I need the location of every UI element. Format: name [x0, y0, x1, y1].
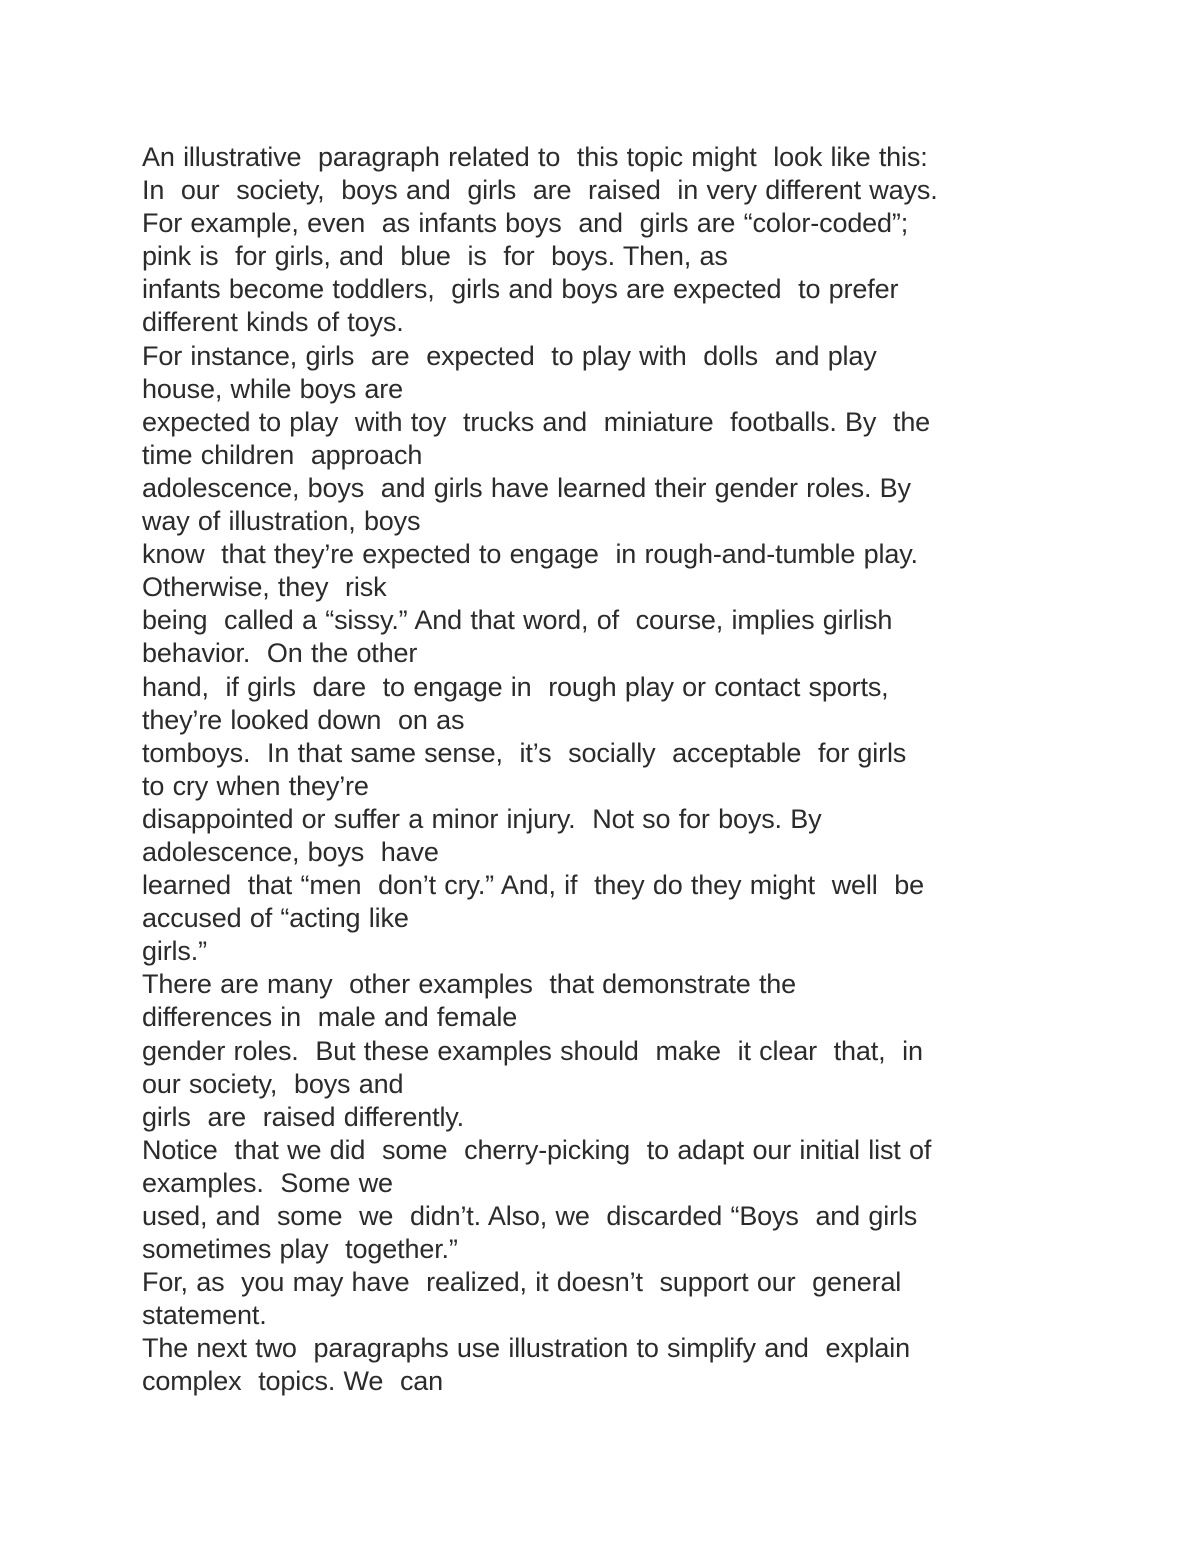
text-line: disappointed or suffer a minor injury. Not so for boys. By	[142, 803, 822, 834]
text-line: For instance, girls are expected to play with dolls and play	[142, 340, 877, 371]
text-line: differences in male and female	[142, 1002, 518, 1033]
text-line: house, while boys are	[142, 373, 404, 404]
text-line: gender roles. But these examples should make it clear that, in	[142, 1035, 923, 1066]
text-line: infants become toddlers, girls and boys are expected to prefer	[142, 274, 899, 305]
text-line: sometimes play together.”	[142, 1234, 458, 1265]
text-line: For example, even as infants boys and girls are “color-coded”;	[142, 208, 909, 239]
text-line: to cry when they’re	[142, 770, 369, 801]
text-line: complex topics. We can	[142, 1366, 444, 1397]
text-line: they’re looked down on as	[142, 704, 465, 735]
text-line: adolescence, boys have	[142, 836, 439, 867]
text-line: learned that “men don’t cry.” And, if they do they might well be	[142, 870, 925, 901]
text-line: time children approach	[142, 439, 423, 470]
text-line: different kinds of toys.	[142, 307, 404, 338]
text-line: Otherwise, they risk	[142, 572, 387, 603]
text-line: statement.	[142, 1300, 267, 1331]
text-line: adolescence, boys and girls have learned their gender roles. By	[142, 472, 911, 503]
text-line: pink is for girls, and blue is for boys. Then, as	[142, 241, 728, 272]
text-line: girls.”	[142, 936, 207, 967]
text-line: hand, if girls dare to engage in rough play or contact sports,	[142, 671, 889, 702]
text-line: expected to play with toy trucks and miniature footballs. By the	[142, 406, 931, 437]
text-line: way of illustration, boys	[142, 506, 421, 537]
text-line: our society, boys and	[142, 1068, 404, 1099]
text-line: being called a “sissy.” And that word, of course, implies girlish	[142, 605, 893, 636]
text-line: The next two paragraphs use illustration to simplify and explain	[142, 1333, 911, 1364]
text-line: For, as you may have realized, it doesn’t support our general	[142, 1267, 902, 1298]
text-line: tomboys. In that same sense, it’s socially acceptable for girls	[142, 737, 907, 768]
text-line: used, and some we didn’t. Also, we discarded “Boys and girls	[142, 1201, 918, 1231]
text-line: girls are raised differently.	[142, 1101, 464, 1132]
text-line: Notice that we did some cherry-picking to adapt our initial list of	[142, 1134, 932, 1165]
text-line: In our society, boys and girls are raised in very different ways.	[142, 175, 938, 206]
body-text	[142, 141, 1142, 1399]
text-line: know that they’re expected to engage in rough-and-tumble play.	[142, 539, 918, 570]
text-line: behavior. On the other	[142, 638, 418, 669]
text-line: examples. Some we	[142, 1167, 393, 1198]
text-line: There are many other examples that demonstrate the	[142, 969, 797, 1000]
text-line: accused of “acting like	[142, 903, 409, 934]
text-line: An illustrative paragraph related to this topic might look like this:	[142, 142, 928, 172]
